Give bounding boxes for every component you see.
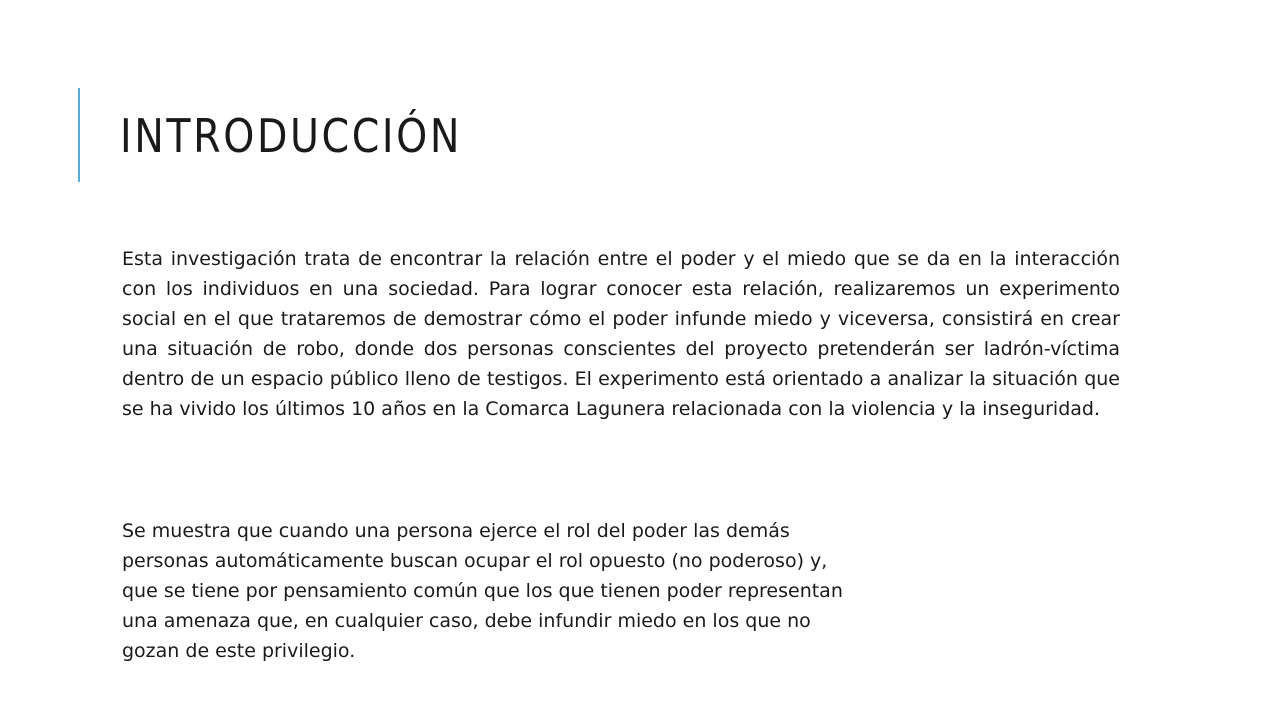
body-paragraph-1: Esta investigación trata de encontrar la relación entre el poder y el miedo que se da en la interacción con los individuos en una sociedad. Para lograr conocer esta relación, realizaremos un experimento social en el que trataremos de demostrar cómo el poder infunde miedo y viceversa, consistirá en crear una situación de robo, donde dos personas conscientes del proyecto pretenderán ser ladrón-víctima dentro de un espacio público lleno de testigos. El experimento está orientado a analizar la situación que se ha vivido los últimos 10 años en la Comarca Lagunera relacionada con la violencia y la inseguridad.: [122, 248, 1120, 420]
title-accent-bar: [78, 88, 80, 182]
slide-title: INTRODUCCIÓN: [120, 109, 463, 163]
body-paragraph-2: Se muestra que cuando una persona ejerce el rol del poder las demás personas automáticamente buscan ocupar el rol opuesto (no poderoso) y, que se tiene por pensamiento común que los que tienen poder representan una amenaza que, en cualquier caso, debe infundir miedo en los que no gozan de este privilegio.: [122, 520, 843, 662]
